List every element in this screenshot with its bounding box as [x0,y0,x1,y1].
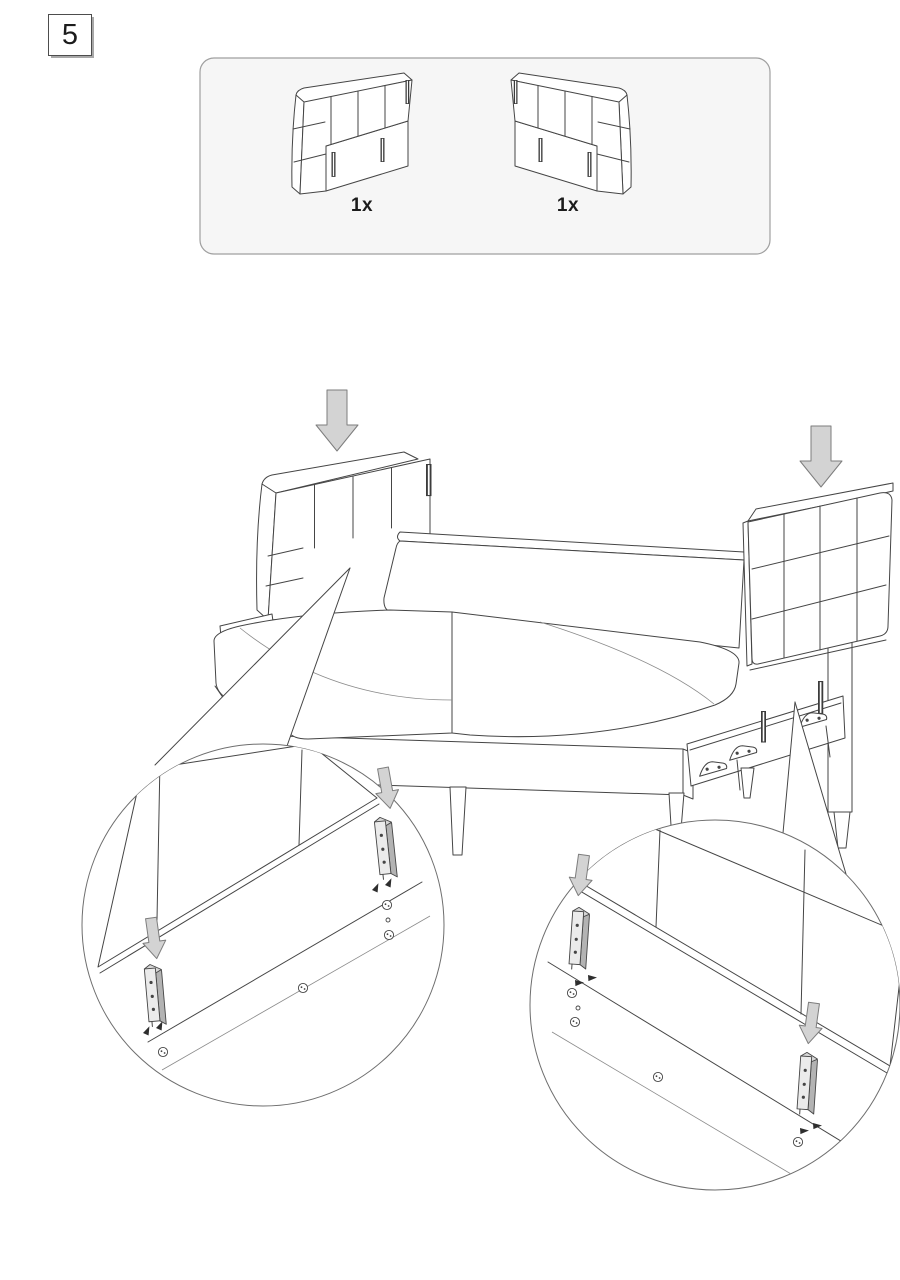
parts-panel-box [200,58,770,254]
front-left-leg [450,787,466,855]
step-number: 5 [61,18,79,51]
quantity-label-left: 1x [350,195,374,216]
down-arrow-icon [316,390,358,451]
quantity-label-right: 1x [556,195,580,216]
detail-circle-left [82,744,444,1106]
right-side-panel [743,483,893,670]
parts-panel [200,58,770,254]
down-arrow-icon [800,426,842,487]
right-mid-leg [741,768,754,798]
step-number-box [48,14,92,56]
